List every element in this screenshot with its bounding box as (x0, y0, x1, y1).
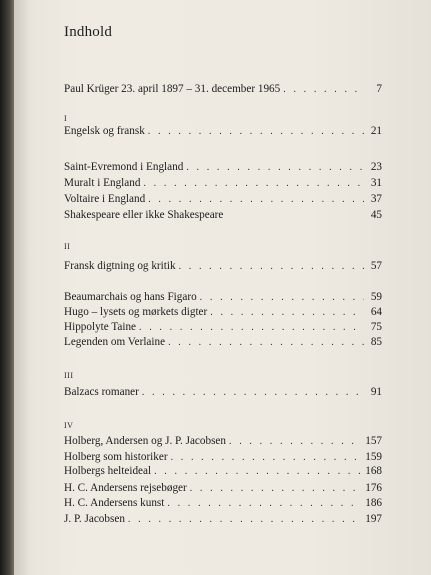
toc-entry-page: 75 (370, 321, 382, 333)
dot-leader (168, 335, 364, 350)
toc-entry-page: 21 (370, 125, 382, 137)
dot-leader (148, 124, 364, 139)
dot-leader (171, 450, 362, 465)
toc-entry-label: Voltaire i England (64, 193, 146, 205)
dot-leader (142, 385, 364, 400)
toc-entry (64, 464, 382, 479)
dot-leader (210, 305, 364, 320)
toc-entry-label: Legenden om Verlaine (64, 336, 166, 348)
toc-entry-label: Saint-Evremond i England (64, 161, 184, 173)
dot-leader (128, 512, 361, 527)
toc-entry-label: H. C. Andersens kunst (64, 497, 165, 509)
toc-entry (64, 320, 382, 335)
toc-entry (64, 305, 382, 320)
toc-entry-page: 85 (370, 336, 382, 348)
toc-entry-page: 168 (365, 465, 382, 477)
dot-leader (154, 464, 361, 479)
toc-entry-label: Engelsk og fransk (64, 125, 145, 137)
dot-leader (143, 176, 364, 191)
toc-entry (64, 434, 382, 449)
toc-entry-label: Shakespeare eller ikke Shakespeare (64, 209, 224, 221)
toc-entry-label: Muralt i England (64, 177, 141, 189)
toc-entry (64, 176, 382, 191)
dot-leader (190, 481, 361, 496)
section-numeral: IV (64, 421, 74, 430)
toc-entry-page: 57 (370, 260, 382, 272)
section-numeral: II (64, 242, 71, 251)
toc-entry-page: 45 (370, 209, 382, 221)
toc-entry-label: Paul Krüger 23. april 1897 – 31. december 1965 (64, 83, 281, 95)
toc-entry-page: 31 (370, 177, 382, 189)
toc-entry-page: 157 (365, 435, 382, 447)
toc-entry-page: 23 (370, 161, 382, 173)
toc-entry-page: 197 (365, 513, 382, 525)
toc-entry-label: Holbergs helteideal (64, 465, 152, 477)
toc-entry-label: Beaumarchais og hans Figaro (64, 291, 197, 303)
toc-entry (64, 385, 382, 400)
toc-entry (64, 124, 382, 139)
toc-entry-page: 59 (370, 291, 382, 303)
dot-leader (167, 496, 361, 511)
toc-entry-page: 186 (365, 497, 382, 509)
dot-leader (283, 82, 364, 97)
toc-entry (64, 259, 382, 274)
toc-entry (64, 290, 382, 305)
toc-entry-page: 64 (370, 306, 382, 318)
toc-entry-page: 91 (370, 386, 382, 398)
toc-entry-label: H. C. Andersens rejsebøger (64, 482, 187, 494)
toc-entry-page: 159 (365, 451, 382, 463)
toc-entry-label: Fransk digtning og kritik (64, 260, 176, 272)
dot-leader (139, 320, 364, 335)
dot-leader (200, 290, 364, 305)
toc-entry (64, 160, 382, 175)
book-page (14, 0, 431, 575)
toc-entry-label: Hugo – lysets og mørkets digter (64, 306, 208, 318)
toc-entry-page: 37 (370, 193, 382, 205)
toc-entry-label: Balzacs romaner (64, 386, 139, 398)
toc-entry (64, 496, 382, 511)
toc-entry (64, 450, 382, 465)
dot-leader (186, 160, 364, 175)
page-title: Indhold (64, 24, 113, 40)
toc-entry (64, 208, 382, 223)
toc-entry (64, 481, 382, 496)
dot-leader (229, 434, 361, 449)
dot-leader (179, 259, 364, 274)
toc-entry-intro (64, 82, 382, 97)
section-numeral: III (64, 371, 74, 380)
toc-entry-page: 176 (365, 482, 382, 494)
toc-entry-label: Holberg som historiker (64, 451, 168, 463)
toc-entry-label: Holberg, Andersen og J. P. Jacobsen (64, 435, 226, 447)
toc-entry-label: J. P. Jacobsen (64, 513, 125, 525)
toc-entry (64, 512, 382, 527)
toc-entry (64, 192, 382, 207)
toc-entry-label: Hippolyte Taine (64, 321, 137, 333)
section-numeral: I (64, 114, 68, 123)
toc-entry (64, 335, 382, 350)
toc-entry-page: 7 (376, 83, 382, 95)
dot-leader (148, 192, 364, 207)
